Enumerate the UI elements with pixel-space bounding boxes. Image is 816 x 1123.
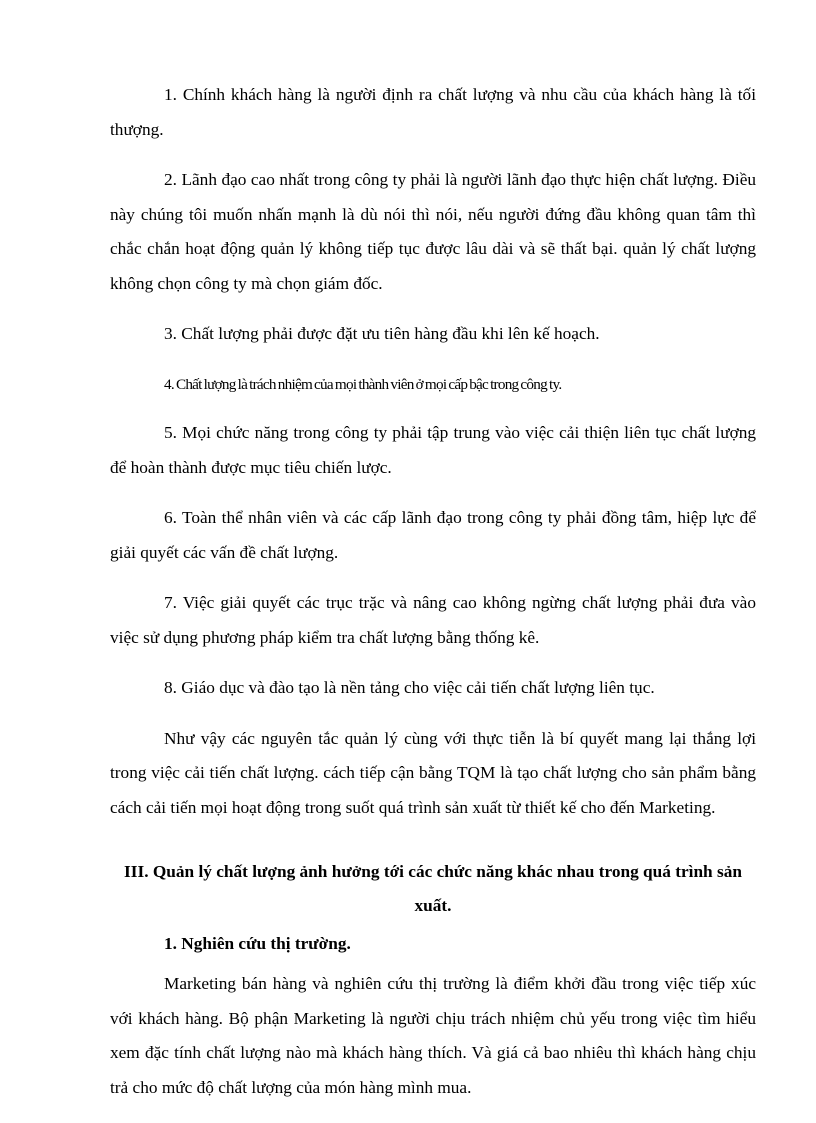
paragraph-principle-2: 2. Lãnh đạo cao nhất trong công ty phải là người lãnh đạo thực hiện chất lượng. Điều này chúng tôi muốn nhấn mạnh là dù nói thì nói, nếu người đứng đầu không quan tâm thì chắc chắn hoạt động quản lý không tiếp tục được lâu dài và sẽ thất bại. quản lý chất lượng không chọn công ty mà chọn giám đốc. <box>110 170 756 293</box>
paragraph-principle-7: 7. Việc giải quyết các trục trặc và nâng cao không ngừng chất lượng phải đưa vào việc sử dụng phương pháp kiểm tra chất lượng bằng thống kê. <box>110 593 756 647</box>
document-page <box>110 78 756 1121</box>
paragraph-principle-8: 8. Giáo dục và đào tạo là nền tảng cho việc cải tiến chất lượng liên tục. <box>164 678 655 697</box>
paragraph-principle-4: 4. Chất lượng là trách nhiệm của mọi thành viên ở mọi cấp bậc trong công ty. <box>164 375 562 393</box>
paragraph-market-research: Marketing bán hàng và nghiên cứu thị trường là điểm khởi đầu trong việc tiếp xúc với khách hàng. Bộ phận Marketing là người chịu trách nhiệm chủ yếu trong việc tìm hiểu xem đặc tính chất lượng nào mà khách hàng thích. Và giá cả bao nhiêu thì khách hàng chịu trả cho mức độ chất lượng của món hàng mình mua. <box>110 974 756 1097</box>
sub-heading: 1. Nghiên cứu thị trường. <box>164 934 351 953</box>
section-heading: III. Quản lý chất lượng ảnh hưởng tới các chức năng khác nhau trong quá trình sản xuất. <box>124 862 742 915</box>
paragraph-principle-6: 6. Toàn thể nhân viên và các cấp lãnh đạo trong công ty phải đồng tâm, hiệp lực để giải quyết các vấn đề chất lượng. <box>110 508 756 562</box>
paragraph-principle-3: 3. Chất lượng phải được đặt ưu tiên hàng đầu khi lên kế hoạch. <box>164 324 600 343</box>
paragraph-principle-5: 5. Mọi chức năng trong công ty phải tập trung vào việc cải thiện liên tục chất lượng để hoàn thành được mục tiêu chiến lược. <box>110 423 756 477</box>
paragraph-summary: Như vậy các nguyên tắc quản lý cùng với thực tiễn là bí quyết mang lại thắng lợi trong việc cải tiến chất lượng. cách tiếp cận bằng TQM là tạo chất lượng cho sản phẩm bằng cách cải tiến mọi hoạt động trong suốt quá trình sản xuất từ thiết kế cho đến Marketing. <box>110 728 756 817</box>
paragraph-principle-1: 1. Chính khách hàng là người định ra chất lượng và nhu cầu của khách hàng là tối thượng. <box>110 85 756 139</box>
